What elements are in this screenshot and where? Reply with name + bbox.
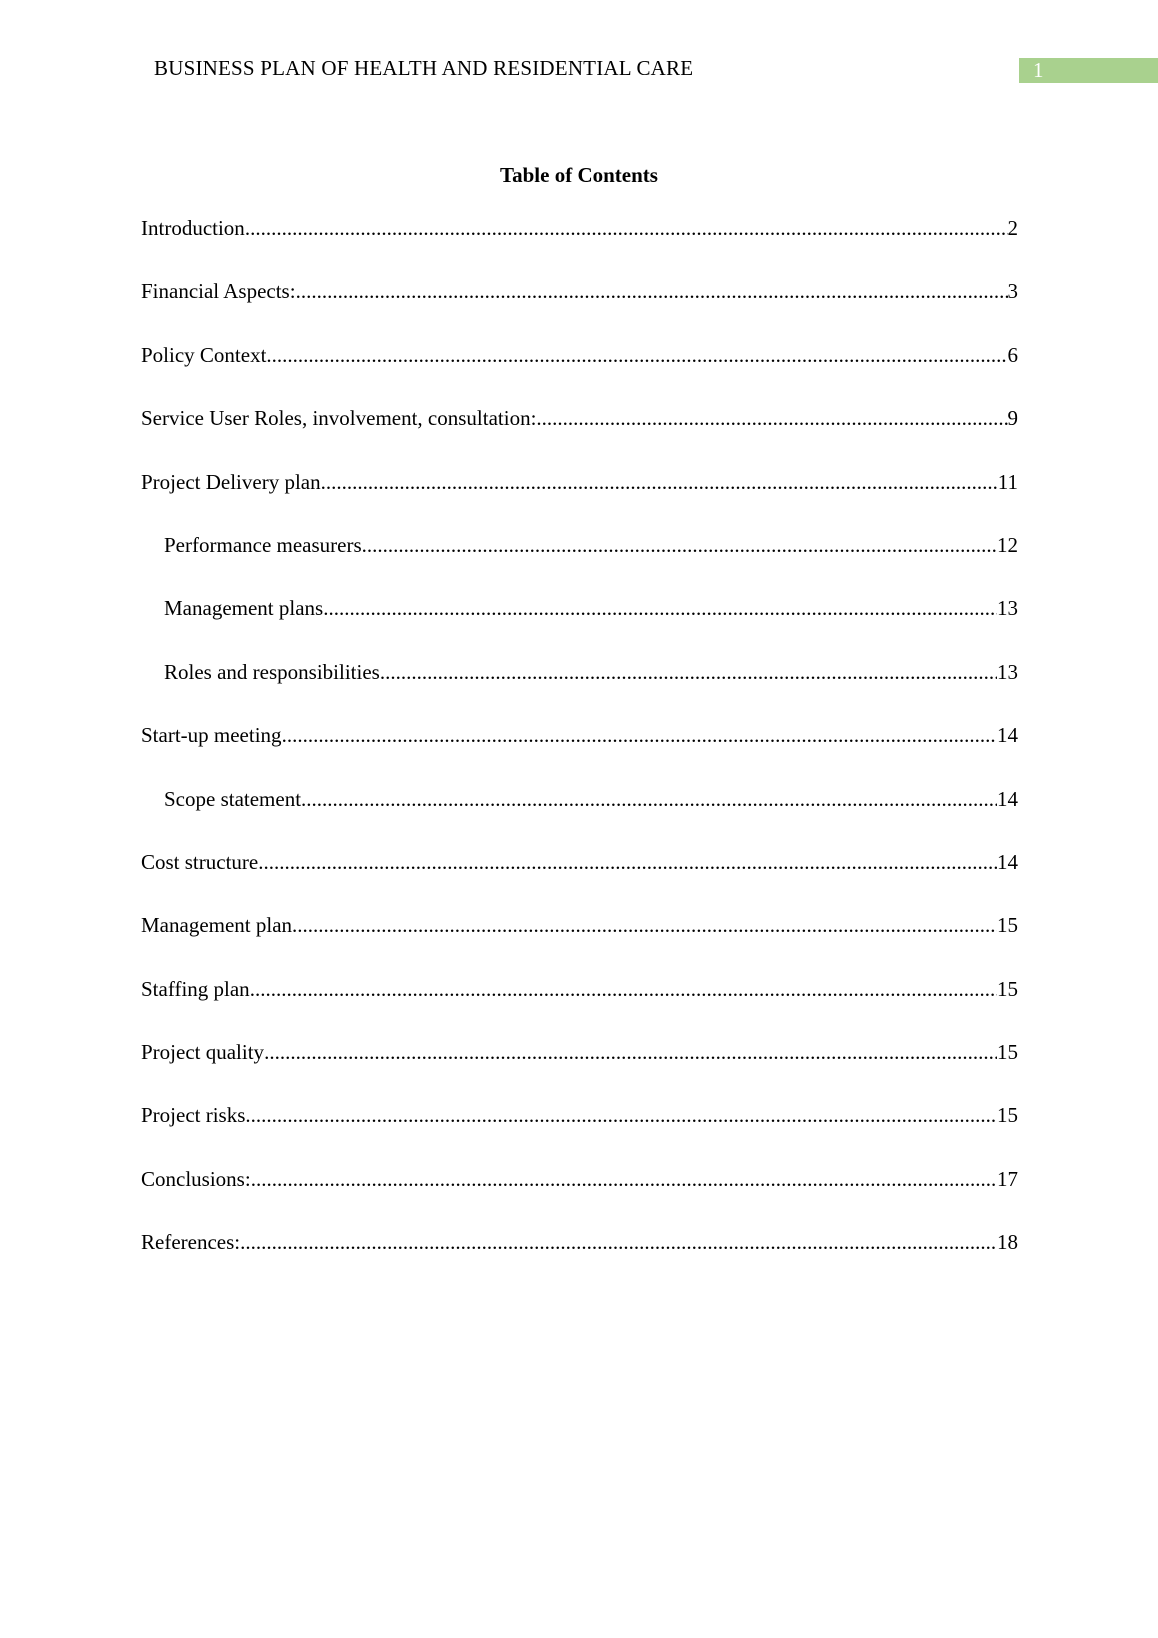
toc-entry-management-plan[interactable] bbox=[141, 910, 1018, 973]
page-number: 1 bbox=[1033, 58, 1044, 82]
toc-entry-page: 15 bbox=[997, 976, 1018, 1001]
toc-entry-page: 11 bbox=[997, 469, 1018, 494]
toc-dot-leader bbox=[296, 276, 1008, 306]
toc-dot-leader bbox=[250, 974, 997, 1004]
toc-entry-label: Performance measurers bbox=[164, 532, 362, 557]
toc-dot-leader bbox=[258, 847, 997, 877]
toc-entry-page: 14 bbox=[997, 786, 1018, 811]
toc-dot-leader bbox=[245, 1100, 997, 1130]
toc-entry-start-up-meeting[interactable] bbox=[141, 720, 1018, 783]
toc-dot-leader bbox=[321, 467, 998, 497]
toc-entry-label: Project risks bbox=[141, 1103, 246, 1128]
toc-entry-scope-statement[interactable] bbox=[141, 784, 1018, 847]
toc-dot-leader bbox=[264, 1037, 997, 1067]
toc-entry-page: 17 bbox=[997, 1166, 1018, 1191]
toc-dot-leader bbox=[240, 1227, 997, 1257]
toc-entry-page: 15 bbox=[997, 913, 1018, 938]
toc-dot-leader bbox=[362, 530, 997, 560]
toc-dot-leader bbox=[292, 910, 997, 940]
toc-entry-page: 2 bbox=[1007, 216, 1018, 240]
toc-entry-management-plans[interactable] bbox=[141, 593, 1018, 656]
toc-dot-leader bbox=[380, 657, 997, 687]
toc-entry-label: Project Delivery plan bbox=[141, 469, 321, 494]
toc-title: Table of Contents bbox=[500, 163, 658, 187]
toc-dot-leader bbox=[266, 340, 1007, 370]
toc-dot-leader bbox=[251, 1164, 997, 1194]
toc-entry-page: 3 bbox=[1007, 279, 1018, 304]
toc-entry-page: 13 bbox=[997, 596, 1018, 621]
toc-entry-label: Service User Roles, involvement, consultation: bbox=[141, 406, 537, 431]
running-header-title: BUSINESS PLAN OF HEALTH AND RESIDENTIAL CARE bbox=[154, 56, 694, 80]
page-number-badge bbox=[1019, 58, 1158, 83]
toc-entry-introduction[interactable] bbox=[141, 213, 1018, 276]
toc-entry-project-delivery-plan[interactable] bbox=[141, 467, 1018, 530]
toc-entry-roles-and-responsibilities[interactable] bbox=[141, 657, 1018, 720]
toc-entry-references[interactable] bbox=[141, 1227, 1018, 1290]
toc-dot-leader bbox=[245, 213, 1008, 243]
toc-entry-page: 15 bbox=[997, 1040, 1018, 1065]
toc-entry-financial-aspects[interactable] bbox=[141, 276, 1018, 339]
toc-entry-page: 18 bbox=[997, 1230, 1018, 1255]
table-of-contents bbox=[141, 213, 1018, 1291]
toc-entry-label: Start-up meeting bbox=[141, 723, 282, 748]
toc-entry-label: Roles and responsibilities bbox=[164, 659, 380, 684]
toc-dot-leader bbox=[323, 593, 997, 623]
toc-entry-project-quality[interactable] bbox=[141, 1037, 1018, 1100]
toc-entry-label: Management plans bbox=[164, 596, 324, 621]
toc-entry-label: Introduction bbox=[141, 216, 245, 240]
toc-entry-page: 14 bbox=[997, 723, 1018, 748]
toc-entry-page: 15 bbox=[997, 1103, 1018, 1128]
toc-entry-project-risks[interactable] bbox=[141, 1100, 1018, 1163]
toc-entry-label: Scope statement bbox=[164, 786, 302, 811]
toc-entry-label: Policy Context bbox=[141, 342, 267, 367]
toc-entry-label: Project quality bbox=[141, 1040, 265, 1065]
toc-entry-label: Staffing plan bbox=[141, 976, 250, 1001]
toc-entry-page: 14 bbox=[997, 849, 1018, 874]
toc-entry-performance-measurers[interactable] bbox=[141, 530, 1018, 593]
toc-entry-page: 9 bbox=[1007, 406, 1018, 431]
toc-entry-page: 6 bbox=[1007, 342, 1018, 367]
toc-entry-cost-structure[interactable] bbox=[141, 847, 1018, 910]
toc-entry-label: Management plan bbox=[141, 913, 293, 938]
toc-entry-page: 12 bbox=[997, 532, 1018, 557]
toc-entry-label: Conclusions: bbox=[141, 1166, 251, 1191]
toc-dot-leader bbox=[301, 784, 997, 814]
toc-dot-leader bbox=[282, 720, 997, 750]
toc-entry-conclusions[interactable] bbox=[141, 1164, 1018, 1227]
toc-entry-page: 13 bbox=[997, 659, 1018, 684]
toc-entry-policy-context[interactable] bbox=[141, 340, 1018, 403]
toc-entry-label: Financial Aspects: bbox=[141, 279, 296, 304]
toc-dot-leader bbox=[536, 403, 1007, 433]
toc-entry-service-user-roles[interactable] bbox=[141, 403, 1018, 466]
toc-entry-label: Cost structure bbox=[141, 849, 259, 874]
toc-entry-label: References: bbox=[141, 1230, 241, 1255]
toc-entry-staffing-plan[interactable] bbox=[141, 974, 1018, 1037]
